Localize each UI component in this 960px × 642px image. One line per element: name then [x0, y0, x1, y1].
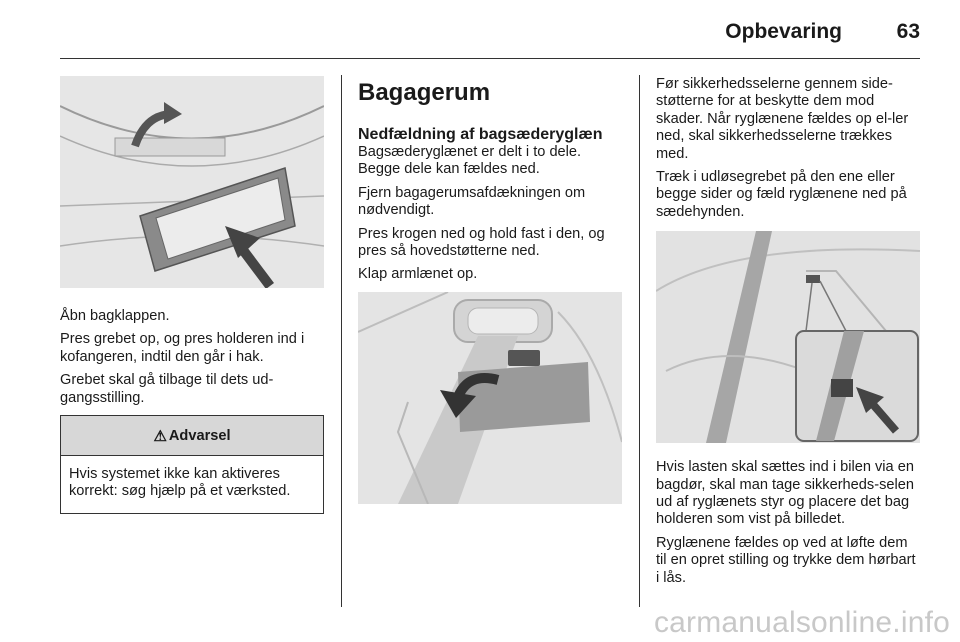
paragraph: Fjern bagagerumsafdækningen om nødvendigt.: [358, 184, 586, 219]
page-header: [0, 0, 960, 62]
tailgate-illustration: [60, 76, 324, 288]
paragraph: Hvis lasten skal sættes ind i bilen via en bagdør, skal man tage sikkerheds-selen ud af ryglænets styr og placere det bag holderen som vist på billedet.: [656, 459, 914, 528]
paragraph: Træk i udløsegrebet på den ene eller begge sider og fæld ryglænene ned på sædehynden.: [656, 169, 907, 220]
subsection-heading: Nedfældning af bagsæderyglæn: [358, 126, 603, 143]
column-divider-2: [639, 75, 640, 607]
page-number: 63: [896, 20, 920, 43]
warning-title: Advarsel: [168, 427, 231, 444]
warning-header: [61, 416, 323, 456]
paragraph: Åbn bagklappen.: [60, 308, 170, 324]
paragraph: Klap armlænet op.: [358, 266, 478, 283]
paragraph: Før sikkerhedsselerne gennem side-støtterne for at beskytte dem mod skader. Når ryglænene fældes op el-ler ned, skal sikkerhedsselerne trækkes med.: [656, 76, 909, 162]
warning-text: Hvis systemet ikke kan aktiveres korrekt: søg hjælp på et værksted.: [69, 466, 291, 500]
section-title: Opbevaring: [725, 20, 842, 43]
warning-icon: ⚠: [153, 427, 167, 445]
headrest-illustration: [358, 292, 622, 504]
paragraph: Pres grebet op, og pres holderen ind i kofangeren, indtil den går i hak.: [60, 331, 305, 365]
paragraph: Pres krogen ned og hold fast i den, og pres så hovedstøtterne ned.: [358, 225, 605, 260]
column-1: [60, 76, 324, 514]
column-2: [358, 76, 622, 504]
warning-box: [60, 415, 324, 514]
watermark-text: carmanualsonline.info: [653, 606, 950, 639]
header-divider: [60, 58, 920, 59]
section-heading: Bagagerum: [358, 79, 491, 106]
paragraph: Bagsæderyglænet er delt i to dele. Begge dele kan fældes ned.: [358, 144, 582, 178]
column-divider-1: [341, 75, 342, 607]
paragraph: Ryglænene fældes op ved at løfte dem til en opret stilling og trykke dem hørbart i lås.: [656, 534, 916, 586]
column-3: [656, 76, 920, 593]
seatbelt-illustration: [656, 231, 920, 443]
paragraph: Grebet skal gå tilbage til dets ud-gangsstilling.: [60, 372, 274, 406]
